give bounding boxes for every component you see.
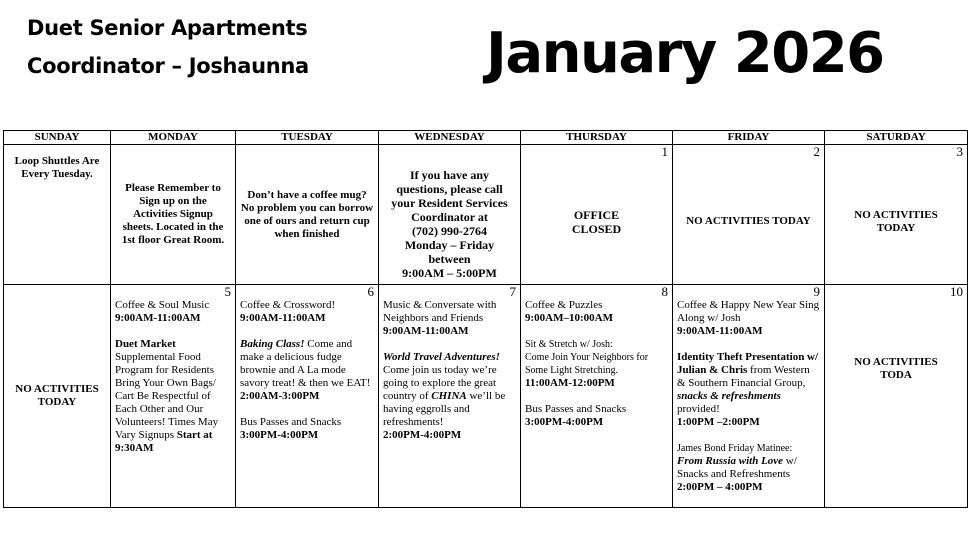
- day-number: 1: [661, 144, 668, 159]
- travel-description-2: we’ll be having eggrolls and refreshments!: [383, 390, 506, 428]
- cell-week2-saturday: [825, 285, 968, 508]
- snacks-note: snacks & refreshments: [677, 390, 781, 402]
- presenter-organization: from Western & Southern Financial Group,: [677, 364, 810, 389]
- baking-description: Come and make a delicious fudge brownie and A La mode savory treat! & then we EAT!: [240, 338, 371, 389]
- activity-title: Identity Theft Presentation w/ Julian & Chris: [677, 351, 819, 376]
- activity-time: 9:00AM-11:00AM: [383, 325, 469, 337]
- activity-description: Come Join Your Neighbors for Some Light Stretching.: [525, 352, 649, 376]
- no-activities-note: NO ACTIVITIES TODAY: [854, 208, 938, 234]
- day-number: 8: [661, 284, 668, 299]
- day-number: 3: [956, 144, 963, 159]
- activity-title: Duet Market: [115, 338, 176, 350]
- activity-title: Sit & Stretch w/ Josh:: [525, 339, 613, 350]
- activity-time: 2:00AM-3:00PM: [240, 390, 320, 402]
- weekday-sunday: SUNDAY: [4, 131, 111, 145]
- activity-time: 3:00PM-4:00PM: [525, 416, 604, 428]
- market-start-time: Start at 9:30AM: [115, 429, 213, 454]
- cell-week1-tuesday: [236, 145, 379, 285]
- day-number: 2: [813, 144, 820, 159]
- day-number: 10: [950, 284, 963, 299]
- activity-title: Music & Conversate with Neighbors and Friends: [383, 299, 497, 324]
- activity-time: 9:00AM-11:00AM: [115, 312, 201, 324]
- contact-between: between: [428, 252, 471, 266]
- activity-time: 2:00PM-4:00PM: [383, 429, 462, 441]
- cell-week2-monday: [111, 285, 236, 508]
- office-closed-note: OFFICE CLOSED: [571, 207, 622, 236]
- activity-title: Bus Passes and Snacks: [240, 416, 342, 428]
- day-number: 6: [367, 284, 374, 299]
- weekday-monday: MONDAY: [111, 131, 236, 145]
- cell-week2-thursday: [521, 285, 673, 508]
- contact-hours: 9:00AM – 5:00PM: [402, 266, 497, 280]
- week-row-2: [4, 285, 968, 508]
- cell-week2-tuesday: [236, 285, 379, 508]
- cell-week2-sunday: [4, 285, 111, 508]
- weekday-thursday: THURSDAY: [521, 131, 673, 145]
- activity-time: 1:00PM –2:00PM: [677, 416, 760, 428]
- weekday-tuesday: TUESDAY: [236, 131, 379, 145]
- calendar-table: [3, 130, 968, 508]
- activity-time: 11:00AM-12:00PM: [525, 377, 615, 389]
- no-activities-note: NO ACTIVITIES TODAY: [686, 215, 811, 227]
- day-number: 7: [509, 284, 516, 299]
- cell-week1-wednesday: [379, 145, 521, 285]
- weekday-header-row: [4, 131, 968, 145]
- cell-week1-friday: [673, 145, 825, 285]
- day-number: [8, 285, 106, 299]
- no-activities-note: NO ACTIVITIES TODAY: [15, 383, 99, 408]
- travel-description-1: Come join us today we’re going to explore the great country of: [383, 364, 497, 402]
- no-activities-note: NO ACTIVITIES TODA: [854, 356, 938, 381]
- activity-title: James Bond Friday Matinee:: [677, 443, 793, 454]
- activity-time: 9:00AM-11:00AM: [677, 325, 763, 337]
- activity-description: [240, 338, 374, 390]
- activity-title: World Travel Adventures!: [383, 351, 500, 363]
- activity-title: Coffee & Soul Music: [115, 299, 210, 311]
- activity-title: Bus Passes and Snacks: [525, 403, 627, 415]
- market-description: Supplemental Food Program for Residents Bring Your Own Bags/ Cart Be Respectful of Each Other and Our Volunteers! Times May Vary Signups: [115, 351, 219, 441]
- day-number: 5: [224, 284, 231, 299]
- activity-time: 9:00AM-11:00AM: [240, 312, 326, 324]
- weekday-wednesday: WEDNESDAY: [379, 131, 521, 145]
- activity-description: [383, 351, 516, 429]
- cell-week1-thursday: [521, 145, 673, 285]
- cell-week2-friday: [673, 285, 825, 508]
- travel-country: CHINA: [431, 390, 467, 402]
- activity-time: 3:00PM-4:00PM: [240, 429, 319, 441]
- activity-title: Coffee & Puzzles: [525, 299, 603, 311]
- coffee-mug-note: Don’t have a coffee mug? No problem you can borrow one of ours and return cup when finished: [240, 188, 374, 240]
- activity-time: 9:00AM–10:00AM: [525, 312, 613, 324]
- contact-phone: (702) 990-2764: [412, 224, 487, 238]
- shuttle-note: Loop Shuttles Are Every Tuesday.: [14, 155, 100, 180]
- weekday-friday: FRIDAY: [673, 131, 825, 145]
- weekday-saturday: SATURDAY: [825, 131, 968, 145]
- activity-title: Coffee & Crossword!: [240, 299, 336, 311]
- contact-note: [383, 145, 516, 280]
- coordinator-name: Coordinator – Joshaunna: [27, 54, 309, 78]
- signup-note: Please Remember to Sign up on the Activities Signup sheets. Located in the 1st floor Great Room.: [121, 182, 225, 246]
- contact-intro: If you have any questions, please call your Resident Services Coordinator at: [391, 168, 508, 224]
- cell-week1-saturday: [825, 145, 968, 285]
- org-name: Duet Senior Apartments: [27, 16, 308, 40]
- activity-description: [115, 351, 231, 455]
- cell-week1-sunday: [4, 145, 111, 285]
- matinee-description: w/ Snacks and Refreshments: [677, 455, 797, 480]
- activity-description: [677, 455, 820, 481]
- cell-week2-wednesday: [379, 285, 521, 508]
- activity-description: [677, 351, 820, 416]
- month-title: January 2026: [486, 21, 884, 86]
- provided-note: provided!: [677, 403, 720, 415]
- activity-time: 2:00PM – 4:00PM: [677, 481, 763, 493]
- day-number: 9: [813, 284, 820, 299]
- cell-week1-monday: [111, 145, 236, 285]
- activity-title: Baking Class!: [240, 338, 305, 350]
- activity-title: Coffee & Happy New Year Sing Along w/ Josh: [677, 299, 820, 324]
- movie-title: From Russia with Love: [677, 455, 784, 467]
- week-row-1: [4, 145, 968, 285]
- contact-days: Monday – Friday: [404, 238, 495, 252]
